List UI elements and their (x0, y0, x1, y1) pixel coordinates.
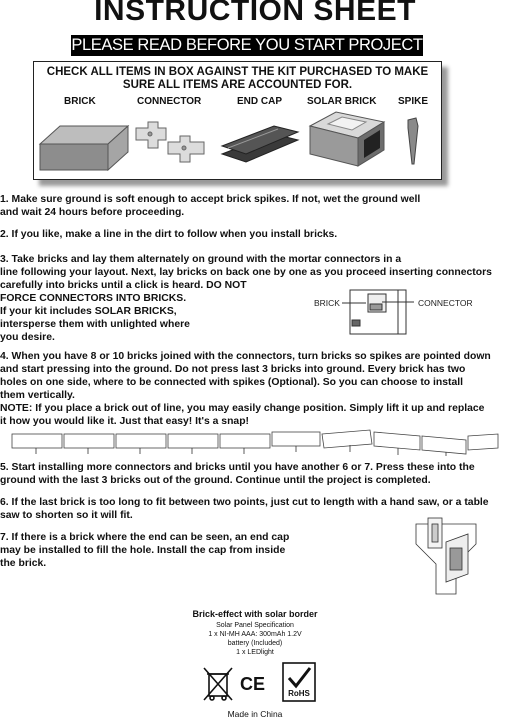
step-4 (0, 350, 491, 428)
weee-bin-icon (198, 664, 238, 704)
step-3-line: intersperse them with unlighted where (0, 319, 190, 330)
step-4-line: them vertically. (0, 390, 75, 401)
step-3-line: If your kit includes SOLAR BRICKS, (0, 306, 177, 317)
page-title: INSTRUCTION SHEET (94, 0, 416, 27)
checklist-line-2: SURE ALL ITEMS ARE ACCOUNTED FOR. (122, 79, 353, 91)
step-6-line: saw to shorten so it will fit. (0, 510, 133, 521)
banner: PLEASE READ BEFORE YOU START PROJECT (71, 36, 423, 54)
rohs-mark-icon (282, 662, 316, 702)
item-label-solar-brick: SOLAR BRICK (307, 96, 377, 107)
step-2 (0, 228, 337, 241)
border-installation-illustration (10, 426, 500, 456)
step-1-line: 1. Make sure ground is soft enough to accept brick spikes. If not, wet the ground well (0, 194, 421, 205)
diagram-connector-label: CONNECTOR (418, 298, 473, 308)
made-in: Made in China (227, 709, 283, 719)
step-7 (0, 531, 289, 570)
step-5-line: ground with the last 3 bricks out of the ground. Continue until the project is completed. (0, 475, 431, 486)
spec-line: battery (Included) (227, 640, 283, 647)
item-label-connector: CONNECTOR (137, 96, 202, 107)
spec-line: 1 x LEDlight (236, 649, 274, 656)
step-3-line: FORCE CONNECTORS INTO BRICKS. (0, 293, 187, 304)
step-1 (0, 193, 420, 219)
connector-icon (132, 118, 212, 168)
item-label-brick: BRICK (64, 96, 96, 107)
solar-brick-icon (306, 108, 388, 168)
spec-block (0, 621, 510, 657)
step-3-line: you desire. (0, 332, 55, 343)
step-5-line: 5. Start installing more connectors and bricks until you have another 6 or 7. Press these into the (0, 462, 475, 473)
step-7-line: may be installed to fill the hole. Install the cap from inside (0, 545, 286, 556)
step-1-line: and wait 24 hours before proceeding. (0, 207, 185, 218)
step-3-line: 3. Take bricks and lay them alternately on ground with the mortar connectors in a (0, 254, 402, 265)
spec-line: Solar Panel Specification (216, 622, 294, 629)
step-3-line: carefully into bricks until a click is heard. DO NOT (0, 280, 247, 291)
checklist-instruction (34, 66, 441, 92)
step-3-line: line following your layout. Next, lay bricks on back one by one as you proceed inserting connectors (0, 267, 492, 278)
step-6-line: 6. If the last brick is too long to fit between two points, just cut to length with a hand saw, or a table (0, 497, 489, 508)
checklist-line-1: CHECK ALL ITEMS IN BOX AGAINST THE KIT PURCHASED TO MAKE (46, 66, 429, 78)
step-2-line: 2. If you like, make a line in the dirt to follow when you install bricks. (0, 229, 338, 240)
brick-connector-diagram (310, 286, 506, 342)
step-4-line: 4. When you have 8 or 10 bricks joined with the connectors, turn bricks so spikes are pointed down (0, 351, 491, 362)
item-label-end-cap: END CAP (237, 96, 283, 107)
ce-mark-icon: CE (240, 674, 266, 694)
end-cap-icon (218, 120, 302, 166)
spike-icon (404, 116, 428, 168)
svg-text:RoHS: RoHS (288, 689, 310, 698)
step-4-line: NOTE: If you place a brick out of line, you may easily change position. Simply lift it up and replace (0, 403, 485, 414)
kit-checklist-box (33, 61, 442, 180)
step-7-line: the brick. (0, 558, 47, 569)
spec-line: 1 x NI-MH AAA: 300mAh 1.2V (208, 631, 302, 638)
item-label-spike: SPIKE (398, 96, 429, 107)
product-name: Brick-effect with solar border (192, 609, 318, 619)
end-cap-installation-illustration (396, 514, 488, 600)
step-4-line: and start pressing into the ground. Do not press last 3 bricks into ground. Every brick has two (0, 364, 466, 375)
step-4-line: it how you would like it. Just that easy! It's a snap! (0, 416, 249, 427)
step-4-line: holes on one side, where to be connected with spikes (Optional). So you can choose to install (0, 377, 464, 388)
diagram-brick-label: BRICK (314, 298, 340, 308)
step-5 (0, 461, 475, 487)
brick-icon (38, 120, 130, 172)
step-7-line: 7. If there is a brick where the end can be seen, an end cap (0, 532, 290, 543)
